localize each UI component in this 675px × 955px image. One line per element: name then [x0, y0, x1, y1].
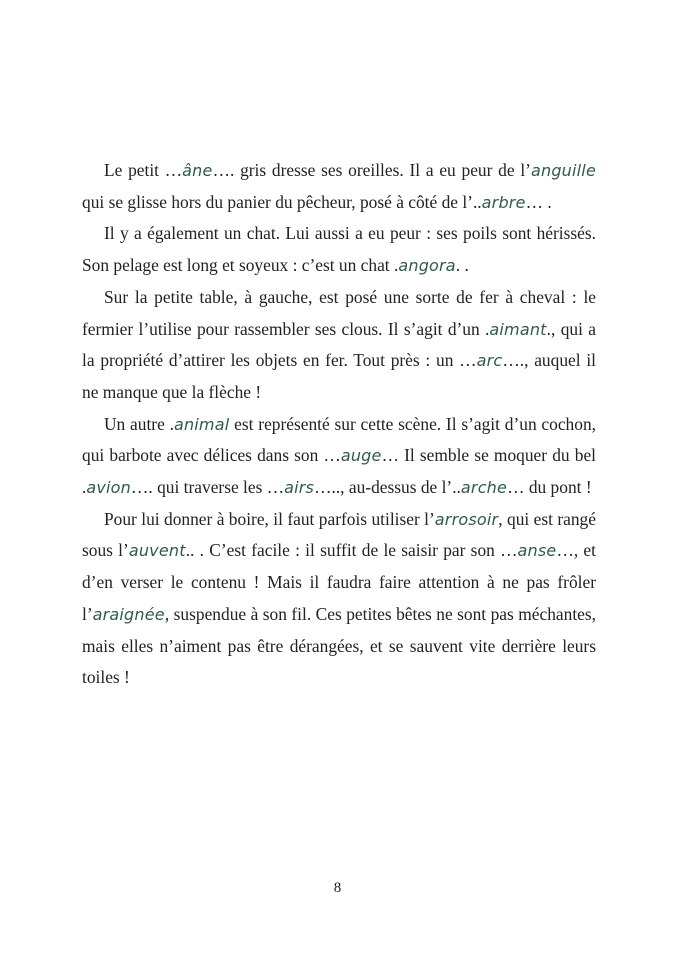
text-run: Il y a également un chat. Lui aussi a eu peur : ses poils sont hérissés. Son pelage est long et soyeux : c’est un chat .	[82, 223, 596, 276]
text-run: …. gris dresse ses oreilles. Il a eu peur de l’	[212, 160, 531, 180]
text-run: , qui est rangé sous l’	[82, 508, 596, 561]
text-run: ….., au-dessus de l’..	[314, 477, 461, 498]
paragraph	[82, 409, 596, 504]
filled-answer: anse	[517, 541, 557, 561]
text-run: .. . C’est facile : il suffit de le saisir par son …	[185, 540, 518, 561]
paragraph	[82, 504, 596, 694]
filled-answer: arrosoir	[434, 509, 499, 529]
filled-answer: araignée	[92, 604, 165, 624]
filled-answer: auvent	[128, 541, 186, 561]
filled-answer: âne	[182, 161, 213, 180]
text-run: Un autre .	[104, 413, 174, 434]
filled-answer: avion	[86, 478, 132, 498]
text-run: …., auquel il ne manque que la flèche !	[82, 350, 596, 402]
text-run: ., qui a la propriété d’attirer les objets en fer. Tout près : un …	[82, 318, 596, 371]
page-number: 8	[333, 880, 342, 896]
filled-answer: aimant	[489, 319, 547, 339]
paragraph	[82, 282, 596, 409]
text-run: Sur la petite table, à gauche, est posé une sorte de fer à cheval : le fermier l’utilise pour rassembler ses clous. Il s’agit d’un .	[82, 286, 596, 339]
filled-answer: airs	[284, 478, 315, 498]
text-run: Le petit …	[104, 160, 183, 180]
filled-answer: arche	[460, 478, 508, 498]
exercise-text	[82, 155, 596, 694]
paragraph	[82, 218, 596, 281]
text-run: …. qui traverse les …	[131, 477, 285, 498]
text-run: , suspendue à son fil. Ces petites bêtes ne sont pas méchantes, mais elles n’aiment pas être dérangées, et se sauvent vite derrière leurs toiles !	[82, 603, 596, 688]
text-run: qui se glisse hors du panier du pêcheur, posé à côté de l’..	[82, 191, 482, 212]
filled-answer: arc	[476, 351, 503, 371]
text-run: … .	[525, 191, 552, 212]
text-run: Pour lui donner à boire, il faut parfois utiliser l’	[104, 508, 435, 529]
filled-answer: arbre	[481, 192, 526, 212]
filled-answer: anguille	[530, 161, 596, 180]
filled-answer: auge	[340, 446, 382, 466]
filled-answer: animal	[173, 414, 230, 434]
text-run: …, et d’en verser le contenu ! Mais il faudra faire attention à ne pas frôler l’	[82, 540, 596, 624]
text-run: … du pont !	[507, 477, 592, 498]
text-run: est représenté sur cette scène. Il s’agit d’un cochon, qui barbote avec délices dans son …	[82, 413, 596, 466]
filled-answer: angora	[398, 256, 456, 276]
text-run: … Il semble se moquer du bel .	[82, 445, 596, 498]
text-run: . .	[455, 255, 469, 276]
paragraph	[82, 155, 596, 218]
